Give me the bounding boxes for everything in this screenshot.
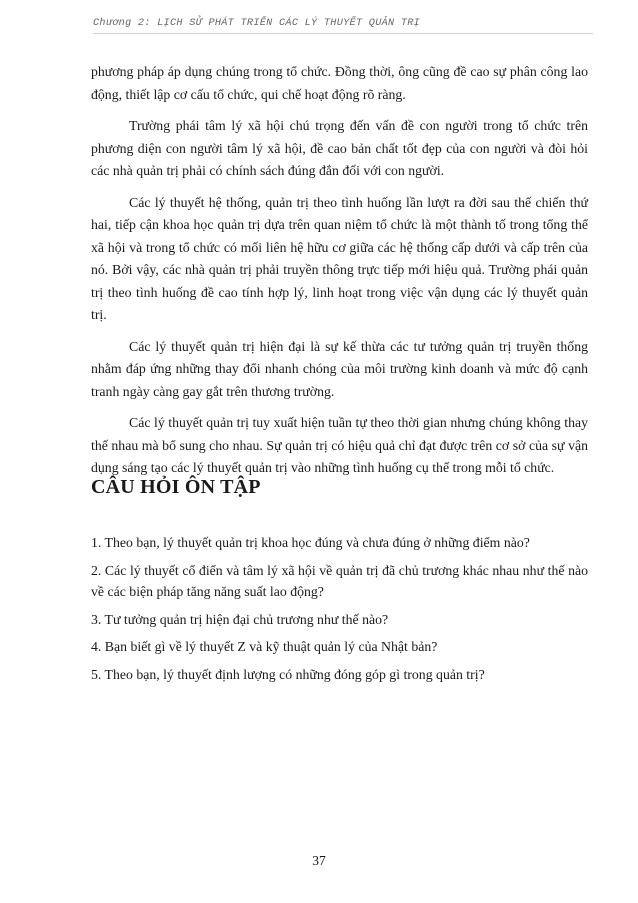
- review-question-2: 2. Các lý thuyết cổ điển và tâm lý xã hội về quản trị đã chủ trương khác nhau như thế nào về các biện pháp tăng năng suất lao động?: [91, 562, 588, 599]
- review-section-title: CÂU HỎI ÔN TẬP: [91, 476, 261, 498]
- page-number: 37: [312, 853, 326, 868]
- paragraph-modern-theory: Các lý thuyết quản trị hiện đại là sự kế thừa các tư tưởng quản trị truyền thống nhằm đáp ứng những thay đổi nhanh chóng của môi trường kinh doanh và mức độ cạnh tranh ngày càng gay gắt trên thương trường.: [91, 338, 588, 399]
- review-questions-list: [91, 532, 588, 691]
- paragraph-continuation: phương pháp áp dụng chúng trong tổ chức. Đồng thời, ông cũng đề cao sự phân công lao động, thiết lập cơ cấu tổ chức, qui chế hoạt động rõ ràng.: [91, 64, 588, 102]
- running-header: Chương 2: LỊCH SỬ PHÁT TRIỂN CÁC LÝ THUYẾT QUẢN TRỊ: [93, 18, 593, 34]
- paragraph-conclusion: Các lý thuyết quản trị tuy xuất hiện tuần tự theo thời gian nhưng chúng không thay thế nhau mà bổ sung cho nhau. Sự quản trị có hiệu quả chỉ đạt được trên cơ sở của sự vận dụng sáng tạo các lý thuyết quản trị vào những tình huống cụ thể trong mỗi tổ chức.: [91, 415, 588, 475]
- paragraph-social-psychology: Trường phái tâm lý xã hội chú trọng đến vấn đề con người trong tổ chức trên phương diện con người tâm lý xã hội, đề cao bản chất tốt đẹp của con người và đòi hỏi các nhà quản trị phải có chính sách đúng đắn đối với con người.: [91, 118, 588, 178]
- review-question-1: 1. Theo bạn, lý thuyết quản trị khoa học đúng và chưa đúng ở những điểm nào?: [91, 535, 530, 550]
- review-question-5: 5. Theo bạn, lý thuyết định lượng có những đóng góp gì trong quản trị?: [91, 666, 485, 682]
- review-question-3: 3. Tư tưởng quản trị hiện đại chủ trương như thế nào?: [91, 611, 389, 627]
- body-text: [91, 61, 588, 489]
- paragraph-systems-theory: Các lý thuyết hệ thống, quản trị theo tình huống lần lượt ra đời sau thế chiến thứ hai, tiếp cận khoa học quản trị dựa trên quan niệm tổ chức là một thành tố trong tổng thể xã hội và trong tổ chức có mối liên hệ hữu cơ giữa các hệ thống cấp dưới và cấp trên của nó. Bởi vậy, các nhà quản trị phải truyền thông trực tiếp mới hiệu quả. Trường phái quản trị theo tình huống đề cao tính hợp lý, linh hoạt trong việc vận dụng các lý thuyết quản trị.: [91, 194, 588, 322]
- review-question-4: 4. Bạn biết gì về lý thuyết Z và kỹ thuật quản lý của Nhật bản?: [91, 639, 438, 654]
